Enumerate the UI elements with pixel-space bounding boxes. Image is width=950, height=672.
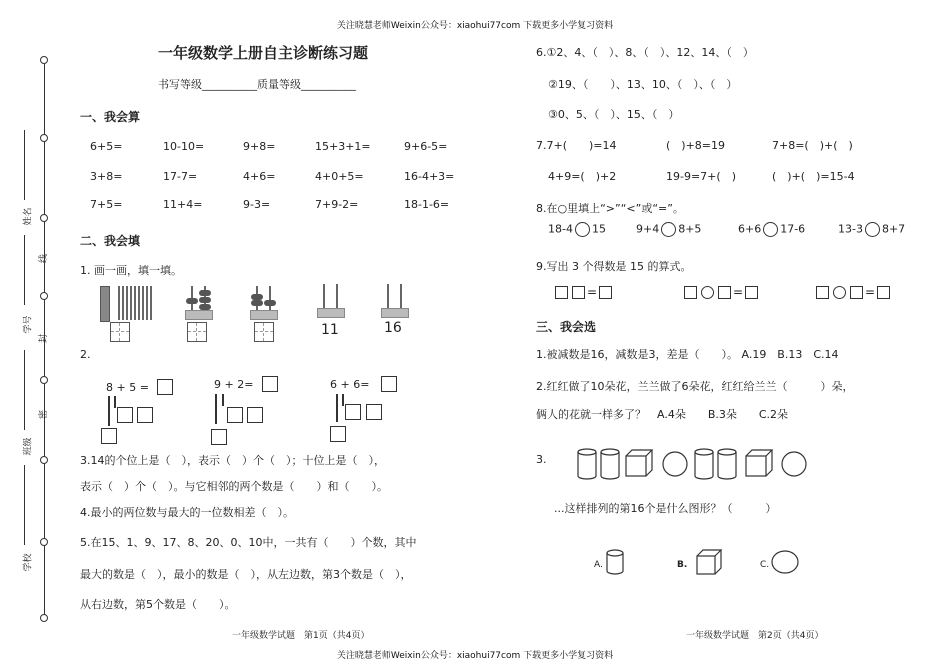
compare-circle[interactable] <box>763 222 778 237</box>
choice-q3-question: ...这样排列的第16个是什么图形？（ ） <box>554 502 777 515</box>
answer-box[interactable] <box>227 407 243 423</box>
q1-text: 1. 画一画，填一填。 <box>80 264 182 277</box>
compare-circle[interactable] <box>575 222 590 237</box>
answer-grid[interactable] <box>254 322 274 342</box>
name-label: 姓名 <box>23 207 34 226</box>
answer-box[interactable] <box>211 429 227 445</box>
option-a-label[interactable]: A. <box>594 560 603 570</box>
q8-text: 8.在○里填上“>”“<”或“=”。 <box>536 202 684 215</box>
q5-line1: 5.在15、1、9、17、8、20、0、10中，一共有（ ）个数，其中 <box>80 536 417 549</box>
calc-item: 10-10= <box>163 140 205 153</box>
q2-text: 2. <box>80 348 91 361</box>
answer-grid[interactable] <box>187 322 207 342</box>
binding-hole <box>40 214 48 222</box>
operator-circle[interactable] <box>833 286 846 299</box>
left-page-footer: 一年级数学试题 第1页（共4页） <box>232 631 370 641</box>
binding-hole <box>40 614 48 622</box>
abacus-number: 11 <box>321 322 339 338</box>
shape-sequence <box>576 446 812 482</box>
q7-item: 4+9=( )+2 <box>548 170 617 183</box>
stick-bundle-icon <box>100 286 110 322</box>
q7-item: ( )+8=19 <box>666 139 726 152</box>
calc-item: 9+8= <box>243 140 276 153</box>
sphere-icon <box>663 452 687 476</box>
answer-box[interactable] <box>877 286 890 299</box>
split-expression: 9 + 2= <box>214 378 254 391</box>
calc-item: 11+4= <box>163 198 203 211</box>
answer-grid[interactable] <box>110 322 130 342</box>
choice-q1: 1.被减数是16，减数是3，差是（ ）。 A.19 B.13 C.14 <box>536 348 839 361</box>
answer-box[interactable] <box>345 404 361 420</box>
cylinder-icon <box>578 449 596 479</box>
seal-text: 密 <box>39 409 50 420</box>
q7-item: 19-9=7+( ) <box>666 170 736 183</box>
sphere-icon <box>770 549 800 575</box>
calc-item: 9-3= <box>243 198 271 211</box>
section-choose-heading: 三、我会选 <box>536 320 597 334</box>
school-label: 学校 <box>23 553 34 572</box>
split-expression: 8 + 5 = <box>106 381 149 394</box>
q9-text: 9.写出 3 个得数是 15 的算式。 <box>536 260 692 273</box>
binding-hole <box>40 538 48 546</box>
compare-circle[interactable] <box>865 222 880 237</box>
bottom-banner: 关注晓慧老师Weixin公众号：xiaohui77com 下载更多小学复习资料 <box>336 651 614 661</box>
cube-icon <box>626 450 652 476</box>
binding-hole <box>40 456 48 464</box>
q7-item: 7.7+( )=14 <box>536 139 617 152</box>
calc-item: 7+9-2= <box>315 198 359 211</box>
answer-box[interactable] <box>247 407 263 423</box>
calc-item: 4+6= <box>243 170 276 183</box>
calc-item: 15+3+1= <box>315 140 371 153</box>
calc-item: 7+5= <box>90 198 123 211</box>
q6-line1: 6.①2、4、（ ）、8、（ ）、12、14、（ ） <box>536 46 754 59</box>
calc-item: 4+0+5= <box>315 170 364 183</box>
section-fill-heading: 二、我会填 <box>80 234 141 248</box>
option-b-label[interactable]: B. <box>677 560 688 570</box>
answer-box[interactable] <box>599 286 612 299</box>
cube-icon <box>695 548 723 576</box>
equation-template: = <box>553 285 614 299</box>
cylinder-icon <box>604 548 626 576</box>
cylinder-icon <box>601 449 619 479</box>
class-label: 班级 <box>23 437 34 456</box>
answer-box[interactable] <box>555 286 568 299</box>
calc-item: 16-4+3= <box>404 170 455 183</box>
answer-box[interactable] <box>718 286 731 299</box>
q5-line3: 从右边数，第5个数是（ ）。 <box>80 598 236 611</box>
calc-item: 6+5= <box>90 140 123 153</box>
choice-q3: 3. <box>536 453 547 466</box>
answer-box[interactable] <box>684 286 697 299</box>
name-fill-line[interactable] <box>24 130 25 200</box>
calc-item: 18-1-6= <box>404 198 450 211</box>
binding-hole <box>40 134 48 142</box>
abacus-number: 16 <box>384 320 402 336</box>
q3-line2: 表示（ ）个（ ）。与它相邻的两个数是（ ）和（ ）。 <box>80 480 388 493</box>
cylinder-icon <box>695 449 713 479</box>
q4-text: 4.最小的两位数与最大的一位数相差（ ）。 <box>80 506 294 519</box>
compare-item: 18-4 15 <box>548 222 606 236</box>
answer-box[interactable] <box>572 286 585 299</box>
number-label: 学号 <box>23 315 34 334</box>
compare-item: 6+6 17-6 <box>738 222 806 236</box>
compare-item: 9+4 8+5 <box>636 222 702 236</box>
binding-hole <box>40 376 48 384</box>
answer-box[interactable] <box>157 379 173 395</box>
choice-q2-line1: 2.红红做了10朵花，兰兰做了6朵花，红红给兰兰（ ）朵， <box>536 380 854 393</box>
q7-item: ( )+( )=15-4 <box>772 170 855 183</box>
binding-hole <box>40 56 48 64</box>
split-expression: 6 + 6= <box>330 378 370 391</box>
compare-circle[interactable] <box>661 222 676 237</box>
calc-item: 17-7= <box>163 170 198 183</box>
answer-box[interactable] <box>816 286 829 299</box>
answer-box[interactable] <box>381 376 397 392</box>
class-fill-line[interactable] <box>24 350 25 430</box>
equation-template: = <box>814 285 892 299</box>
option-c-label[interactable]: C. <box>760 560 770 570</box>
answer-box[interactable] <box>850 286 863 299</box>
grade-line: 书写等级__________质量等级__________ <box>158 78 356 91</box>
q5-line2: 最大的数是（ ），最小的数是（ ），从左边数，第3个数是（ ）， <box>80 568 412 581</box>
answer-box[interactable] <box>137 407 153 423</box>
cube-icon <box>746 450 772 476</box>
answer-box[interactable] <box>330 426 346 442</box>
answer-box[interactable] <box>101 428 117 444</box>
calc-item: 3+8= <box>90 170 123 183</box>
number-fill-line[interactable] <box>24 235 25 305</box>
school-fill-line[interactable] <box>24 465 25 545</box>
compare-item: 13-3 8+7 <box>838 222 906 236</box>
equation-template: = <box>682 285 760 299</box>
q6-line3: ③0、5、（ ）、15、（ ） <box>548 108 680 121</box>
q3-line1: 3.14的个位上是（ ），表示（ ）个（ ）；十位上是（ ）， <box>80 454 385 467</box>
q6-line2: ②19、（ ）、13、10、（ ）、（ ） <box>548 78 738 91</box>
answer-box[interactable] <box>366 404 382 420</box>
seal-text: 封 <box>39 333 50 344</box>
page-title: 一年级数学上册自主诊断练习题 <box>158 44 369 62</box>
seal-text: 线 <box>39 253 50 264</box>
right-page-footer: 一年级数学试题 第2页（共4页） <box>686 631 824 641</box>
cylinder-icon <box>718 449 736 479</box>
answer-box[interactable] <box>262 376 278 392</box>
operator-circle[interactable] <box>701 286 714 299</box>
choice-q2-line2: 俩人的花就一样多了？ A.4朵 B.3朵 C.2朵 <box>536 408 789 421</box>
answer-box[interactable] <box>745 286 758 299</box>
q7-item: 7+8=( )+( ) <box>772 139 853 152</box>
binding-hole <box>40 292 48 300</box>
section-calc-heading: 一、我会算 <box>80 110 141 124</box>
answer-box[interactable] <box>117 407 133 423</box>
sphere-icon <box>782 452 806 476</box>
top-banner: 关注晓慧老师Weixin公众号：xiaohui77com 下载更多小学复习资料 <box>336 21 614 31</box>
calc-item: 9+6-5= <box>404 140 448 153</box>
